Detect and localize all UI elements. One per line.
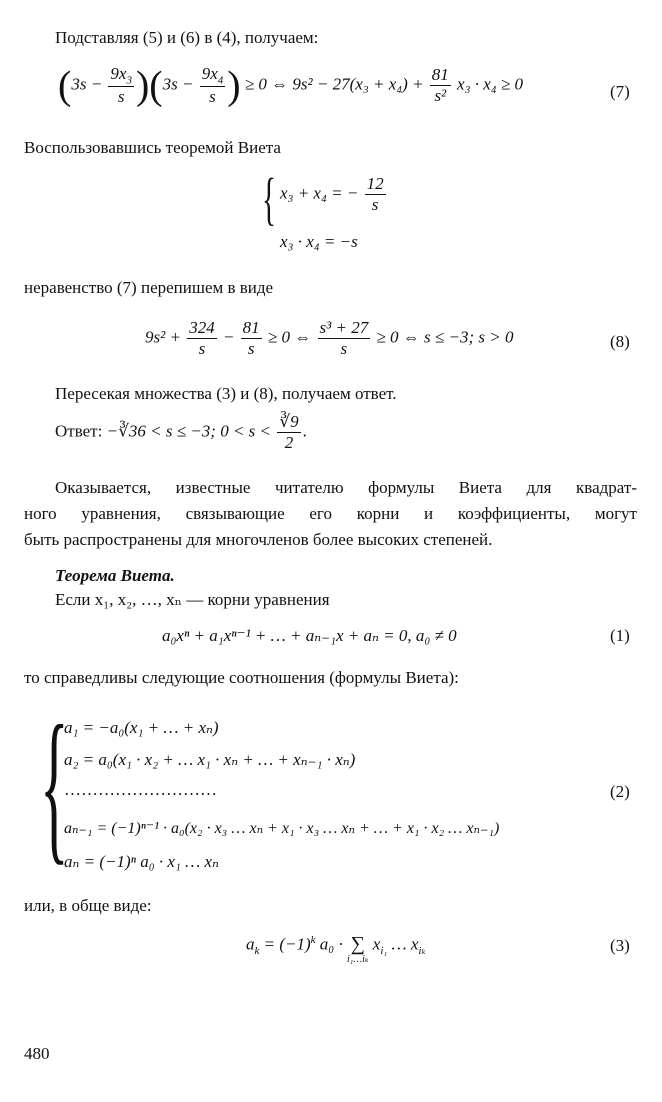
equation-7-label: (7) — [610, 82, 630, 101]
paragraph-substitution: Подставляя (5) и (6) в (4), получаем: — [55, 28, 319, 47]
paragraph-vieta-intro-line2: ного уравнения, связывающие его корни и коэффициенты, могут — [24, 504, 637, 523]
paragraph-rewrite: неравенство (7) перепишем в виде — [24, 278, 274, 297]
answer-line: Ответ: −∛36 < s ≤ −3; 0 < s < $\frac{∛9}{2}$ . — [55, 412, 307, 452]
paren-open: ( — [58, 62, 72, 108]
paragraph-vieta-intro-line3: быть распространены для многочленов более высоких степеней. — [24, 530, 493, 549]
viet-system-line1: x₃ + x₄ = − $\frac{12}{s}$ — [280, 174, 384, 214]
equation-8: 9s² + $\frac{324}{s}$ − $\frac{81}{s}$ ≥ 0 ⇔ $\frac{\text{s³ + 27}}{s}$ ≥ 0 ⇔ s ≤ −3; s > 0 — [145, 318, 514, 358]
paragraph-intersect: Пересекая множества (3) и (8), получаем ответ. — [55, 384, 397, 403]
answer-part1: −∛36 < s ≤ −3; 0 < s < — [106, 421, 272, 441]
paragraph-roots: Если x₁, x₂, …, xₙ — корни уравнения — [55, 590, 330, 609]
fraction-324-s: $\frac{324}{s}$ — [189, 318, 215, 358]
fraction-9x4-s: $\frac{9x_4}{s}$ — [201, 64, 224, 107]
fraction-cbrt9-2: $\frac{∛9}{2}$ — [279, 412, 299, 452]
equation-7-right: x₃ · x₄ ≥ 0 — [457, 74, 524, 94]
equation-7-middle: ≥ 0 ⇔ 9s² − 27(x₃ + x₄) + — [244, 74, 424, 94]
system-brace-2: { — [40, 691, 69, 879]
equation-3: $a_k = (-1)^k$ a₀ · ∑ i₁…iₖ $x_{i_1}$ … $x_{i_k}$ — [246, 933, 426, 965]
system-brace: { — [262, 166, 276, 231]
paragraph-vieta-intro-line1: Оказывается, известные читателю формулы Виета для квадрат- — [55, 478, 637, 497]
fraction-12-s: $\frac{12}{s}$ — [366, 174, 384, 214]
answer-prefix: Ответ: — [55, 421, 103, 441]
theorem-title: Теорема Виета. — [55, 566, 175, 585]
sum-operator: ∑ i₁…iₖ — [346, 933, 369, 965]
equation-7: (3s − $\frac{9x_3}{s}$ )(3s − $\frac{9x_4}{s}$ ) ≥ 0 ⇔ 9s² − 27(x₃ + x₄) + $\frac{81}{\text{s²}}$ x₃ · x₄ ≥ 0 — [58, 62, 524, 108]
vieta-line-2: a₂ = a₀(x₁ · x₂ + … x₁ · xₙ + … + xₙ₋₁ · xₙ) — [64, 750, 356, 769]
equation-1: a₀xⁿ + a₁xⁿ⁻¹ + … + aₙ₋₁x + aₙ = 0, a₀ ≠ 0 — [162, 626, 457, 645]
vieta-line-n-minus-1: aₙ₋₁ = (−1)ⁿ⁻¹ · a₀(x₂ · x₃ … xₙ + x₁ · x₃ … xₙ + … + x₁ · x₂ … xₙ₋₁) — [64, 820, 500, 837]
equation-1-label: (1) — [610, 626, 630, 645]
vieta-line-dots: ……………………… — [64, 780, 217, 799]
equation-8-label: (8) — [610, 332, 630, 351]
vieta-line-n: aₙ = (−1)ⁿ a₀ · x₁ … xₙ — [64, 852, 219, 871]
fraction-s3-27-s: $\frac{\text{s³ + 27}}{s}$ — [319, 318, 369, 358]
fraction-9x3-s: $\frac{9x_3}{s}$ — [110, 64, 132, 107]
paragraph-general: или, в обще виде: — [24, 896, 152, 915]
paragraph-viet: Воспользовавшись теоремой Виета — [24, 138, 281, 157]
fraction-81-s: $\frac{81}{s}$ — [242, 318, 260, 358]
equation-3-label: (3) — [610, 936, 630, 955]
vieta-line-1: a₁ = −a₀(x₁ + … + xₙ) — [64, 718, 219, 737]
page-number: 480 — [24, 1044, 50, 1063]
fraction-81-s2: $\frac{81}{\text{s²}}$ — [431, 65, 449, 106]
viet-system-line2: x₃ · x₄ = −s — [280, 232, 358, 251]
equation-2-label: (2) — [610, 782, 630, 801]
paragraph-relations: то справедливы следующие соотношения (формулы Виета): — [24, 668, 459, 687]
